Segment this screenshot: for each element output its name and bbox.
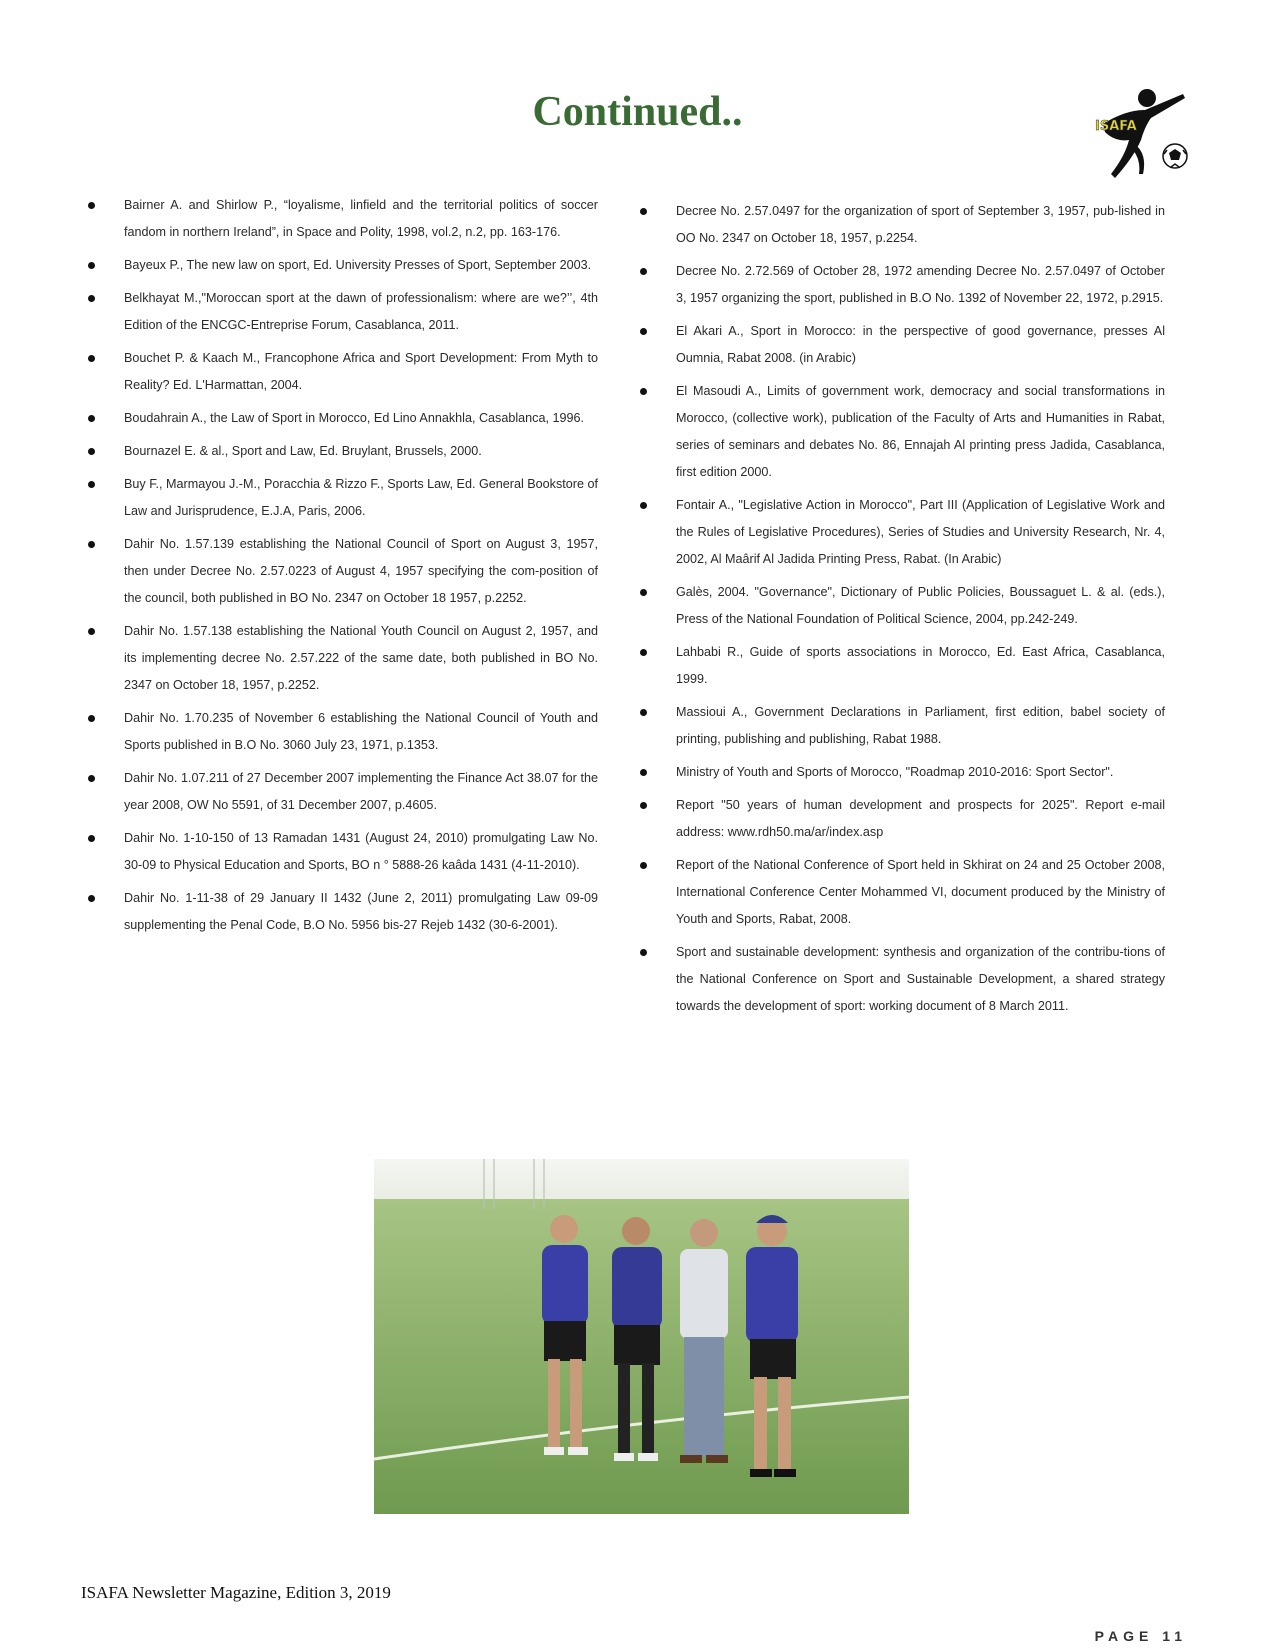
- reference-text: Dahir No. 1.57.139 establishing the National Council of Sport on August 3, 1957, then under Decree No. 2.57.0223 of August 4, 1957 specifying the com-position of the council, both published in BO No. 2347 on October 18 1957, p.2252.: [124, 537, 598, 605]
- reference-item: [88, 345, 598, 399]
- reference-text: Boudahrain A., the Law of Sport in Morocco, Ed Lino Annakhla, Casablanca, 1996.: [124, 411, 584, 425]
- reference-item: [88, 471, 598, 525]
- footer-publication: ISAFA Newsletter Magazine, Edition 3, 2019: [81, 1583, 391, 1602]
- reference-text: El Akari A., Sport in Morocco: in the perspective of good governance, presses Al Oumnia, Rabat 2008. (in Arabic): [676, 324, 1165, 365]
- reference-text: Decree No. 2.57.0497 for the organization of sport of September 3, 1957, pub-lished in OO No. 2347 on October 18, 1957, p.2254.: [676, 204, 1165, 245]
- bullet-icon: [640, 388, 647, 395]
- bullet-icon: [640, 862, 647, 869]
- reference-text: Report of the National Conference of Sport held in Skhirat on 24 and 25 October 2008, International Conference Center Mohammed VI, document produced by the Ministry of Youth and Sports, Rabat, 2008.: [676, 858, 1165, 926]
- reference-item: [640, 699, 1165, 753]
- reference-item: [640, 759, 1165, 786]
- reference-item: [640, 492, 1165, 573]
- reference-item: [88, 705, 598, 759]
- reference-text: Belkhayat M.,"Moroccan sport at the dawn of professionalism: where are we?’’, 4th Edition of the ENCGC-Entreprise Forum, Casablanca, 2011.: [124, 291, 598, 332]
- reference-text: Massioui A., Government Declarations in Parliament, first edition, babel society of printing, publishing and publishing, Rabat 1988.: [676, 705, 1165, 746]
- isafa-logo: [1085, 86, 1190, 186]
- reference-item: [88, 885, 598, 939]
- bullet-icon: [88, 835, 95, 842]
- reference-text: Dahir No. 1.70.235 of November 6 establishing the National Council of Youth and Sports published in B.O No. 3060 July 23, 1971, p.1353.: [124, 711, 598, 752]
- reference-text: Bournazel E. & al., Sport and Law, Ed. Bruylant, Brussels, 2000.: [124, 444, 482, 458]
- page-title: Continued..: [532, 89, 743, 135]
- reference-item: [640, 792, 1165, 846]
- bullet-icon: [88, 541, 95, 548]
- bullet-icon: [640, 769, 647, 776]
- reference-text: Dahir No. 1-10-150 of 13 Ramadan 1431 (August 24, 2010) promulgating Law No. 30-09 to Physical Education and Sports, BO n ° 5888-26 kaâda 1431 (4-11-2010).: [124, 831, 598, 872]
- reference-item: [640, 639, 1165, 693]
- reference-text: Report "50 years of human development and prospects for 2025". Report e-mail address: www.rdh50.ma/ar/index.asp: [676, 798, 1165, 839]
- reference-item: [88, 825, 598, 879]
- reference-item: [640, 939, 1165, 1020]
- references-left-column: [88, 192, 598, 945]
- bullet-icon: [640, 328, 647, 335]
- logo-text: ISAFA: [1095, 119, 1137, 134]
- reference-text: Lahbabi R., Guide of sports associations in Morocco, Ed. East Africa, Casablanca, 1999.: [676, 645, 1165, 686]
- reference-item: [640, 579, 1165, 633]
- reference-text: Bouchet P. & Kaach M., Francophone Africa and Sport Development: From Myth to Reality? Ed. L'Harmattan, 2004.: [124, 351, 598, 392]
- bullet-icon: [88, 715, 95, 722]
- footer-page-number: PAGE 11: [1094, 1628, 1187, 1644]
- reference-item: [88, 192, 598, 246]
- reference-text: Bayeux P., The new law on sport, Ed. University Presses of Sport, September 2003.: [124, 258, 592, 272]
- bullet-icon: [88, 355, 95, 362]
- reference-item: [88, 765, 598, 819]
- team-photo: [374, 1159, 909, 1514]
- reference-item: [640, 852, 1165, 933]
- reference-text: Dahir No. 1.07.211 of 27 December 2007 implementing the Finance Act 38.07 for the year 2008, OW No 5591, of 31 December 2007, p.4605.: [124, 771, 598, 812]
- bullet-icon: [88, 448, 95, 455]
- reference-item: [640, 378, 1165, 486]
- reference-text: Decree No. 2.72.569 of October 28, 1972 amending Decree No. 2.57.0497 of October 3, 1957 organizing the sport, published in B.O No. 1392 of November 22, 1972, p.2915.: [676, 264, 1165, 305]
- bullet-icon: [640, 802, 647, 809]
- reference-text: Ministry of Youth and Sports of Morocco, "Roadmap 2010-2016: Sport Sector".: [676, 765, 1114, 779]
- bullet-icon: [640, 268, 647, 275]
- bullet-icon: [640, 208, 647, 215]
- reference-item: [88, 618, 598, 699]
- bullet-icon: [88, 262, 95, 269]
- reference-item: [640, 258, 1165, 312]
- person-3: [680, 1219, 728, 1463]
- bullet-icon: [88, 775, 95, 782]
- references-right-column: [640, 198, 1165, 1026]
- reference-item: [88, 252, 598, 279]
- reference-text: Galès, 2004. "Governance", Dictionary of Public Policies, Boussaguet L. & al. (eds.), Press of the National Foundation of Political Science, 2004, pp.242-249.: [676, 585, 1165, 626]
- bullet-icon: [88, 628, 95, 635]
- reference-item: [88, 531, 598, 612]
- reference-text: Fontair A., "Legislative Action in Morocco", Part III (Application of Legislative Work and the Rules of Legislative Procedures), Series of Studies and University Research, Nr. 4, 2002, Al Maârif Al Jadida Printing Press, Rabat. (In Arabic): [676, 498, 1165, 566]
- bullet-icon: [640, 649, 647, 656]
- reference-item: [88, 438, 598, 465]
- bullet-icon: [88, 295, 95, 302]
- reference-item: [640, 198, 1165, 252]
- bullet-icon: [88, 202, 95, 209]
- bullet-icon: [88, 415, 95, 422]
- reference-text: Dahir No. 1-11-38 of 29 January II 1432 (June 2, 2011) promulgating Law 09-09 supplementing the Penal Code, B.O No. 5956 bis-27 Rejeb 1432 (30-6-2001).: [124, 891, 598, 932]
- reference-item: [88, 285, 598, 339]
- bullet-icon: [640, 502, 647, 509]
- bullet-icon: [640, 709, 647, 716]
- reference-text: Sport and sustainable development: synthesis and organization of the contribu-tions of the National Conference on Sport and Sustainable Development, a shared strategy towards the development of sport: working document of 8 March 2011.: [676, 945, 1165, 1013]
- reference-text: El Masoudi A., Limits of government work, democracy and social transformations in Morocco, (collective work), publication of the Faculty of Arts and Humanities in Rabat, series of seminars and debates No. 86, Ennajah Al printing press Jadida, Casablanca, first edition 2000.: [676, 384, 1165, 479]
- reference-item: [640, 318, 1165, 372]
- bullet-icon: [88, 481, 95, 488]
- reference-text: Dahir No. 1.57.138 establishing the National Youth Council on August 2, 1957, and its implementing decree No. 2.57.222 of the same date, both published in BO No. 2347 on October 18, 1957, p.2252.: [124, 624, 598, 692]
- reference-text: Bairner A. and Shirlow P., “loyalisme, linfield and the territorial politics of soccer fandom in northern Ireland”, in Space and Polity, 1998, vol.2, n.2, pp. 163-176.: [124, 198, 598, 239]
- bullet-icon: [640, 949, 647, 956]
- bullet-icon: [640, 589, 647, 596]
- bullet-icon: [88, 895, 95, 902]
- reference-text: Buy F., Marmayou J.-M., Poracchia & Rizzo F., Sports Law, Ed. General Bookstore of Law and Jurisprudence, E.J.A, Paris, 2006.: [124, 477, 598, 518]
- reference-item: [88, 405, 598, 432]
